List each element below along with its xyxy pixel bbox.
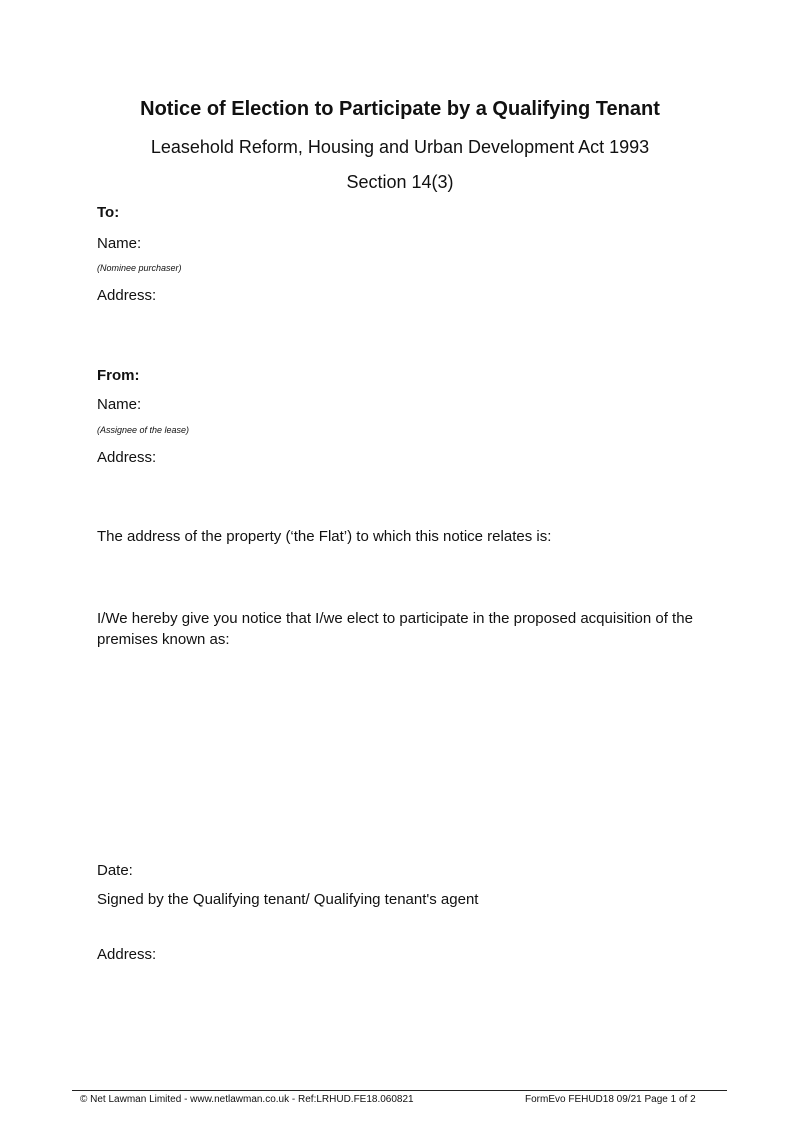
election-statement: I/We hereby give you notice that I/we elect to participate in the proposed acquisition of the premises known as:: [97, 610, 693, 648]
signatory-address-label: Address:: [97, 946, 157, 963]
from-heading: From:: [97, 367, 140, 384]
to-name-label: Name:: [97, 235, 142, 252]
property-statement: The address of the property (‘the Flat’) to which this notice relates is:: [97, 528, 552, 545]
from-name-label: Name:: [97, 396, 142, 413]
footer-page-info: FormEvo FEHUD18 09/21 Page 1 of 2: [525, 1094, 696, 1105]
to-name-note: (Nominee purchaser): [97, 263, 182, 273]
to-address-label: Address:: [97, 287, 157, 304]
from-address-label: Address:: [97, 449, 157, 466]
date-label: Date:: [97, 862, 133, 879]
footer-copyright: © Net Lawman Limited - www.netlawman.co.uk - Ref:LRHUD.FE18.060821: [80, 1094, 414, 1105]
footer-divider: [72, 1090, 727, 1091]
from-name-note: (Assignee of the lease): [97, 425, 190, 435]
to-heading: To:: [97, 204, 120, 221]
document-title: Notice of Election to Participate by a Qualifying Tenant: [140, 98, 660, 120]
document-subtitle: Leasehold Reform, Housing and Urban Development Act 1993: [150, 137, 650, 157]
document-section: Section 14(3): [346, 172, 454, 192]
signed-by-line: Signed by the Qualifying tenant/ Qualifying tenant's agent: [97, 891, 479, 908]
